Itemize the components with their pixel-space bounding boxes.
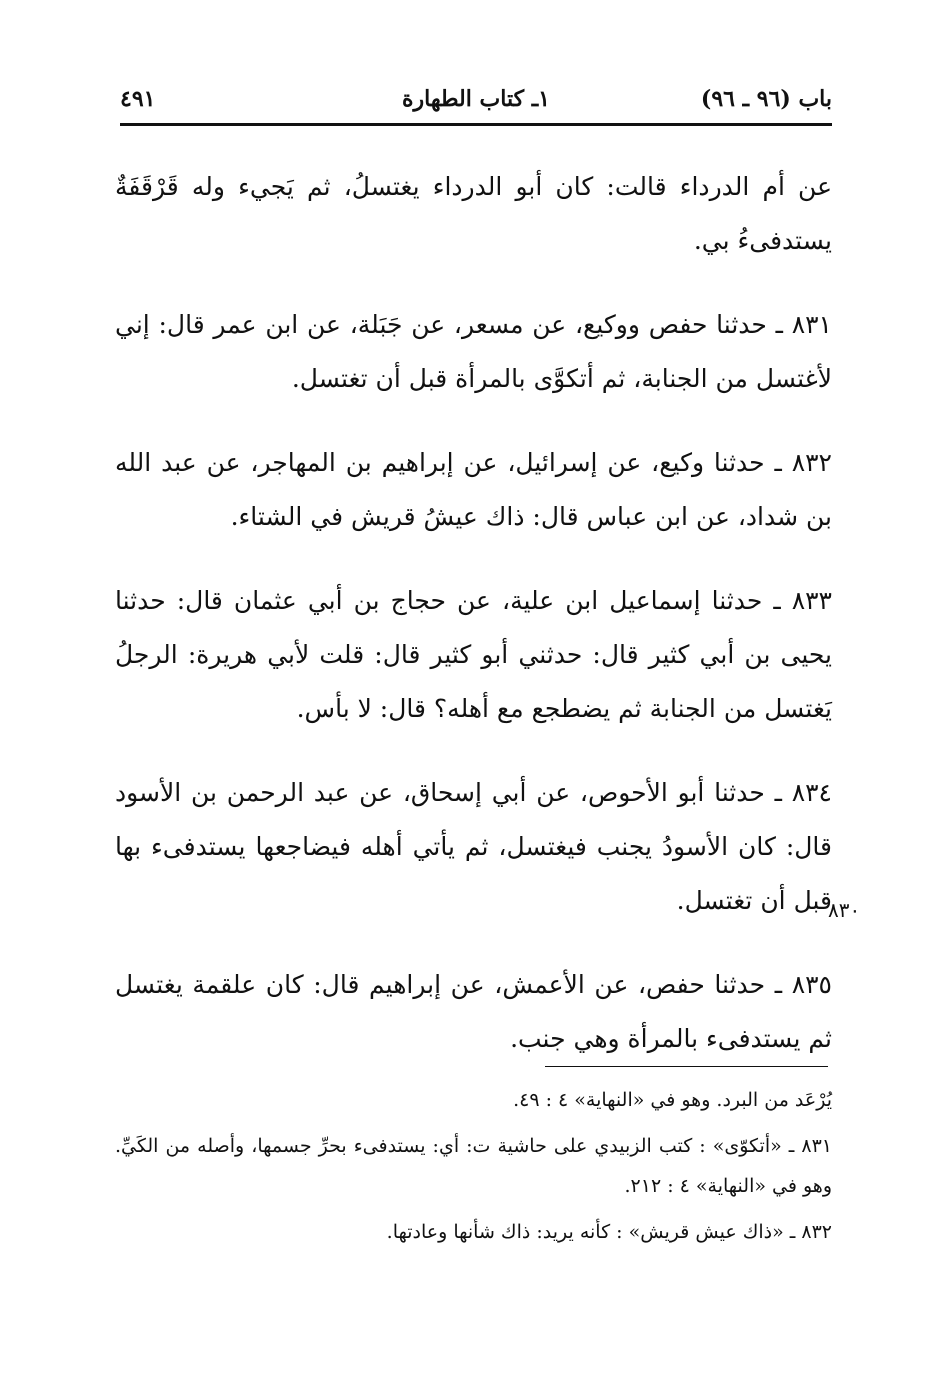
hadith-834: ٨٣٤ ـ حدثنا أبو الأحوص، عن أبي إسحاق، عن عبد الرحمن بن الأسود قال: كان الأسودُ يجنب فيغتسل، ثم يأتي أهله فيضاجعها يستدفىء بها قبل أن تغتسل. [115, 778, 832, 915]
chapter-heading: باب (٩٦ ـ ٩٦) [700, 86, 832, 112]
footnote-832: ٨٣٢ ـ «ذاك عيش قريش» : كأنه يريد: ذاك شأنها وعادتها. [386, 1221, 832, 1243]
hadith-835: ٨٣٥ ـ حدثنا حفص، عن الأعمش، عن إبراهيم قال: كان علقمة يغتسل ثم يستدفىء بالمرأة وهي جنب. [115, 970, 832, 1053]
footnote-831: ٨٣١ ـ «أتكوّى» : كتب الزبيدي على حاشية ت: أي: يستدفىء بحرِّ جسمها، وأصله من الكَيِّ. وهو في «النهاية» ٤ : ٢١٢. [115, 1135, 832, 1197]
footnote-rule [545, 1066, 828, 1067]
hadith-833: ٨٣٣ ـ حدثنا إسماعيل ابن علية، عن حجاج بن أبي عثمان قال: حدثنا يحيى بن أبي كثير قال: حدثني أبو كثير قال: قلت لأبي هريرة: الرجلُ يَغتسل من الجنابة ثم يضطجع مع أهله؟ قال: لا بأس. [115, 586, 832, 723]
hadith-831: ٨٣١ ـ حدثنا حفص ووكيع، عن مسعر، عن جَبَلة، عن ابن عمر قال: إني لأغتسل من الجنابة، ثم أتكوَّى بالمرأة قبل أن تغتسل. [115, 310, 832, 393]
footnotes [115, 1080, 832, 1258]
running-header [120, 78, 832, 122]
book-title: ١ـ كتاب الطهارة [402, 86, 550, 112]
main-text [115, 160, 832, 1096]
footnote: يُرْعَد من البرد. وهو في «النهاية» ٤ : ٤٩. [513, 1089, 832, 1111]
margin-number: ٨٣٠ [828, 898, 861, 922]
header-rule [120, 123, 832, 126]
page-number: ٤٩١ [120, 86, 156, 112]
hadith-832: ٨٣٢ ـ حدثنا وكيع، عن إسرائيل، عن إبراهيم بن المهاجر، عن عبد الله بن شداد، عن ابن عباس قال: ذاك عيشُ قريش في الشتاء. [115, 448, 832, 531]
paragraph: عن أم الدرداء قالت: كان أبو الدرداء يغتسلُ، ثم يَجيء وله قَرْقَفَةٌ يستدفىءُ بي. [115, 172, 832, 255]
